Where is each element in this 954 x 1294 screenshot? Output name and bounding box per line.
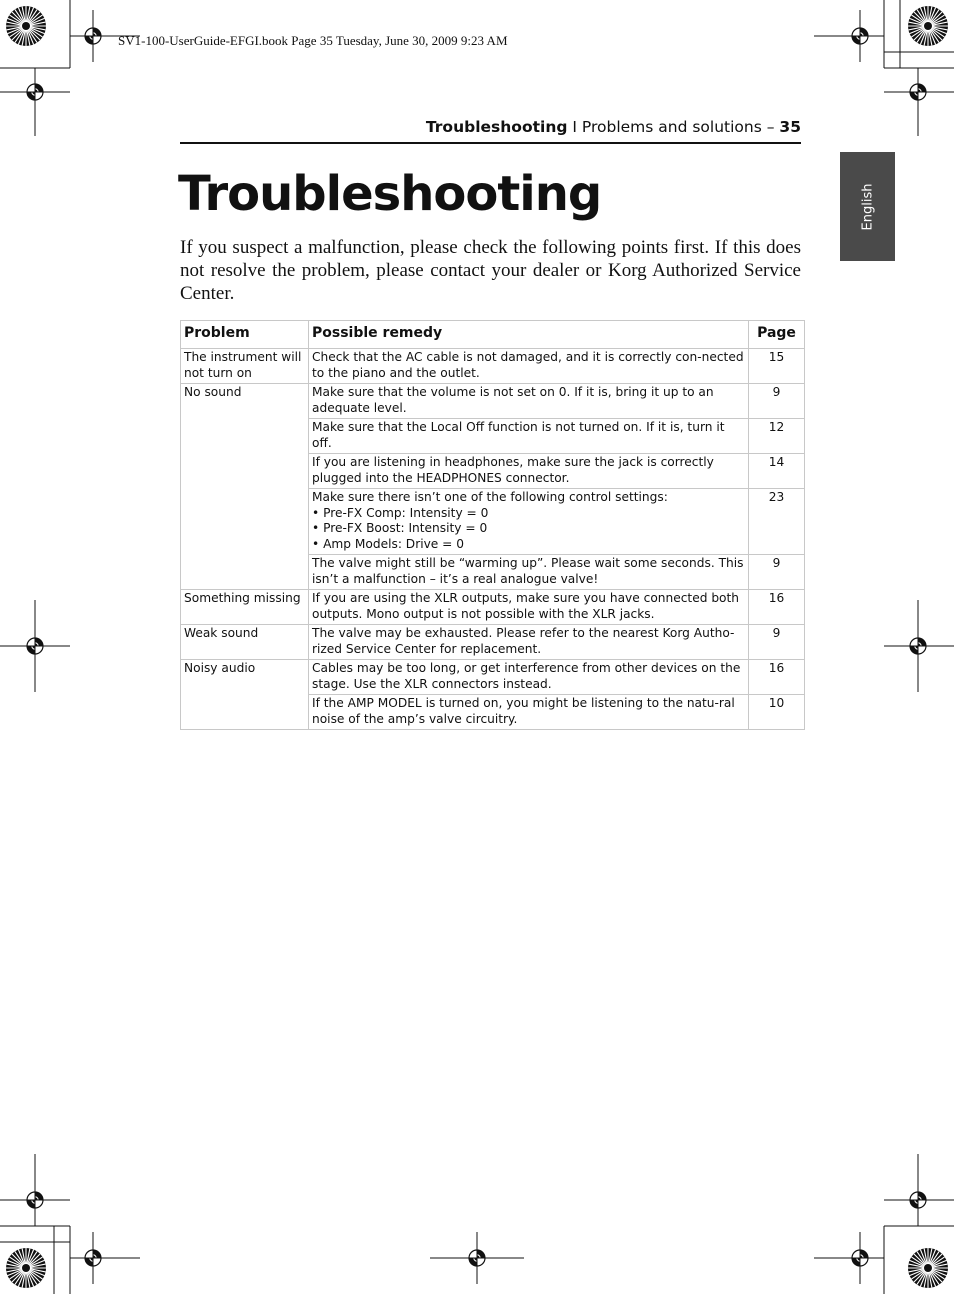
page-title: Troubleshooting	[178, 166, 602, 222]
page-cell: 9	[749, 625, 805, 660]
remedy-cell: Make sure that the volume is not set on 0. If it is, bring it up to an adequate level.	[309, 384, 749, 419]
problem-cell: Noisy audio	[181, 660, 309, 730]
problem-cell: No sound	[181, 384, 309, 590]
intro-paragraph: If you suspect a malfunction, please check the following points first. If this does not resolve the problem, please contact your dealer or Korg Authorized Service Center.	[180, 237, 801, 304]
running-header	[180, 118, 801, 142]
table-row	[181, 660, 805, 695]
table-row	[181, 349, 805, 384]
problem-cell: The instrument will not turn on	[181, 349, 309, 384]
problem-cell: Something missing	[181, 590, 309, 625]
remedy-cell: If the AMP MODEL is turned on, you might be listening to the natu-ral noise of the amp’s valve circuitry.	[309, 695, 749, 730]
table-header-row	[181, 321, 805, 349]
remedy-cell: If you are using the XLR outputs, make sure you have connected both outputs. Mono output is not possible with the XLR jacks.	[309, 590, 749, 625]
remedy-cell: The valve may be exhausted. Please refer to the nearest Korg Autho-rized Service Center for replacement.	[309, 625, 749, 660]
header-rule	[180, 142, 801, 144]
problem-cell: Weak sound	[181, 625, 309, 660]
language-tab-label: English	[860, 183, 875, 230]
page-cell: 12	[749, 419, 805, 454]
table-row	[181, 625, 805, 660]
table-row	[181, 590, 805, 625]
header-separator: I	[567, 118, 582, 136]
troubleshooting-table	[180, 320, 805, 730]
page-cell: 16	[749, 590, 805, 625]
page-cell: 15	[749, 349, 805, 384]
remedy-cell: If you are listening in headphones, make sure the jack is correctly plugged into the HEADPHONES connector.	[309, 454, 749, 489]
page-cell: 16	[749, 660, 805, 695]
header-page: Page	[749, 321, 805, 349]
page-number: 35	[779, 118, 801, 136]
header-section: Troubleshooting	[425, 118, 568, 136]
remedy-cell: The valve might still be “warming up”. Please wait some seconds. This isn’t a malfunction – it’s a real analogue valve!	[309, 555, 749, 590]
header-subsection: Problems and solutions –	[581, 118, 780, 136]
page-cell: 9	[749, 555, 805, 590]
language-tab	[840, 152, 895, 261]
remedy-cell: Make sure there isn’t one of the following control settings: • Pre-FX Comp: Intensity = 0 • Pre-FX Boost: Intensity = 0 • Amp Models: Drive = 0	[309, 489, 749, 555]
header-problem: Problem	[181, 321, 309, 349]
remedy-cell: Check that the AC cable is not damaged, and it is correctly con-nected to the piano and the outlet.	[309, 349, 749, 384]
remedy-cell: Cables may be too long, or get interference from other devices on the stage. Use the XLR connectors instead.	[309, 660, 749, 695]
page-cell: 10	[749, 695, 805, 730]
table-row	[181, 384, 805, 419]
page-cell: 23	[749, 489, 805, 555]
page-cell: 9	[749, 384, 805, 419]
page-cell: 14	[749, 454, 805, 489]
print-slug-line: SV1-100-UserGuide-EFGI.book Page 35 Tuesday, June 30, 2009 9:23 AM	[118, 33, 508, 48]
header-remedy: Possible remedy	[309, 321, 749, 349]
remedy-cell: Make sure that the Local Off function is not turned on. If it is, turn it off.	[309, 419, 749, 454]
